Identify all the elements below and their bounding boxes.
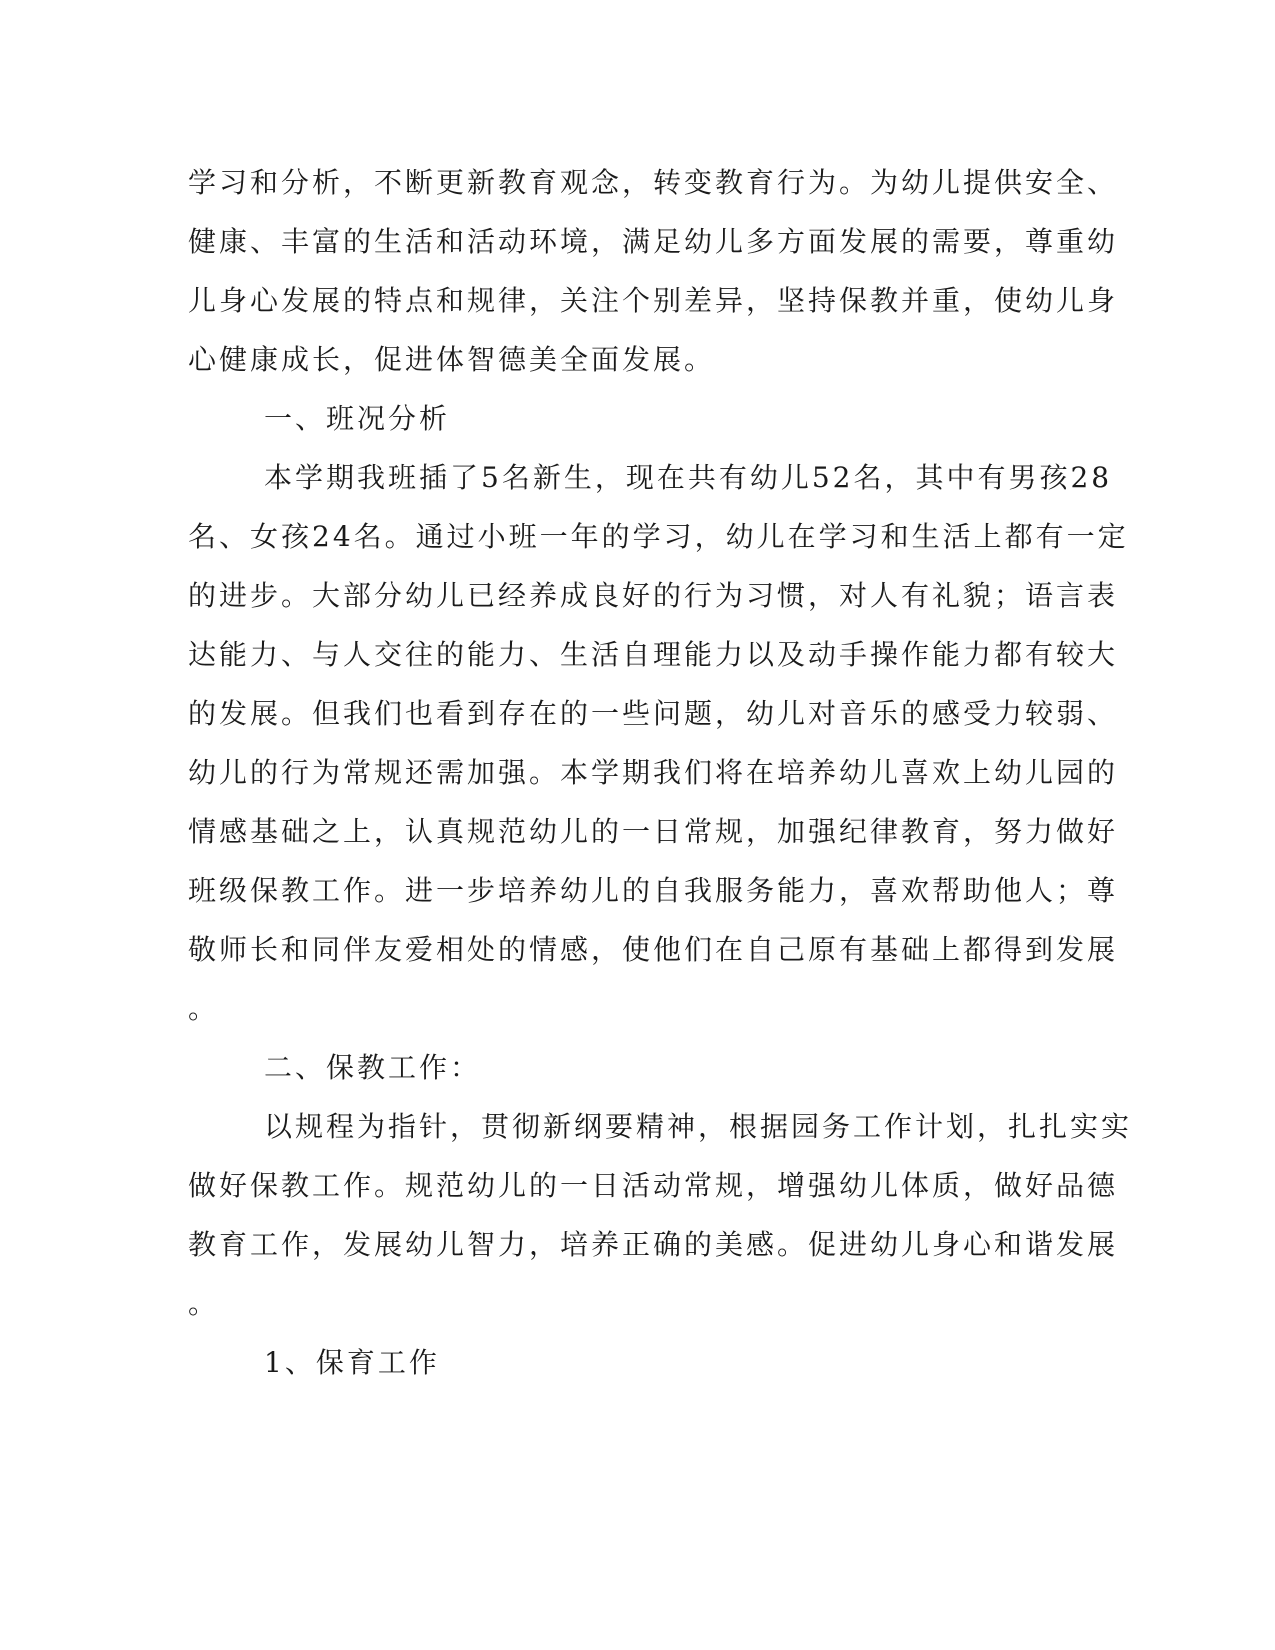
body-text-line: 的发展。但我们也看到存在的一些问题，幼儿对音乐的感受力较弱、 xyxy=(188,697,1119,730)
body-text-line: 敬师长和同伴友爱相处的情感，使他们在自己原有基础上都得到发展 xyxy=(188,933,1119,966)
body-text-line: 。 xyxy=(188,1287,220,1320)
body-text-line: 。 xyxy=(188,992,220,1025)
section-heading: 一、班况分析 xyxy=(264,402,451,435)
body-text-line: 以规程为指针，贯彻新纲要精神，根据园务工作计划，扎扎实实 xyxy=(264,1110,1133,1143)
body-text-line: 学习和分析，不断更新教育观念，转变教育行为。为幼儿提供安全、 xyxy=(188,166,1119,199)
body-text-line: 本学期我班插了5名新生，现在共有幼儿52名，其中有男孩28 xyxy=(264,461,1113,494)
body-text-line: 达能力、与人交往的能力、生活自理能力以及动手操作能力都有较大 xyxy=(188,638,1119,671)
subsection-heading: 1、保育工作 xyxy=(264,1346,440,1379)
body-text-line: 名、女孩24名。通过小班一年的学习，幼儿在学习和生活上都有一定 xyxy=(188,520,1129,553)
section-heading: 二、保教工作： xyxy=(264,1051,482,1084)
body-text-line: 情感基础之上，认真规范幼儿的一日常规，加强纪律教育，努力做好 xyxy=(188,815,1119,848)
body-text-line: 幼儿的行为常规还需加强。本学期我们将在培养幼儿喜欢上幼儿园的 xyxy=(188,756,1119,789)
body-text-line: 儿身心发展的特点和规律，关注个别差异，坚持保教并重，使幼儿身 xyxy=(188,284,1119,317)
body-text-line: 心健康成长，促进体智德美全面发展。 xyxy=(188,343,716,376)
body-text-line: 教育工作，发展幼儿智力，培养正确的美感。促进幼儿身心和谐发展 xyxy=(188,1228,1119,1261)
body-text-line: 的进步。大部分幼儿已经养成良好的行为习惯，对人有礼貌；语言表 xyxy=(188,579,1119,612)
body-text-line: 班级保教工作。进一步培养幼儿的自我服务能力，喜欢帮助他人；尊 xyxy=(188,874,1119,907)
body-text-line: 健康、丰富的生活和活动环境，满足幼儿多方面发展的需要，尊重幼 xyxy=(188,225,1119,258)
body-text-line: 做好保教工作。规范幼儿的一日活动常规，增强幼儿体质，做好品德 xyxy=(188,1169,1119,1202)
